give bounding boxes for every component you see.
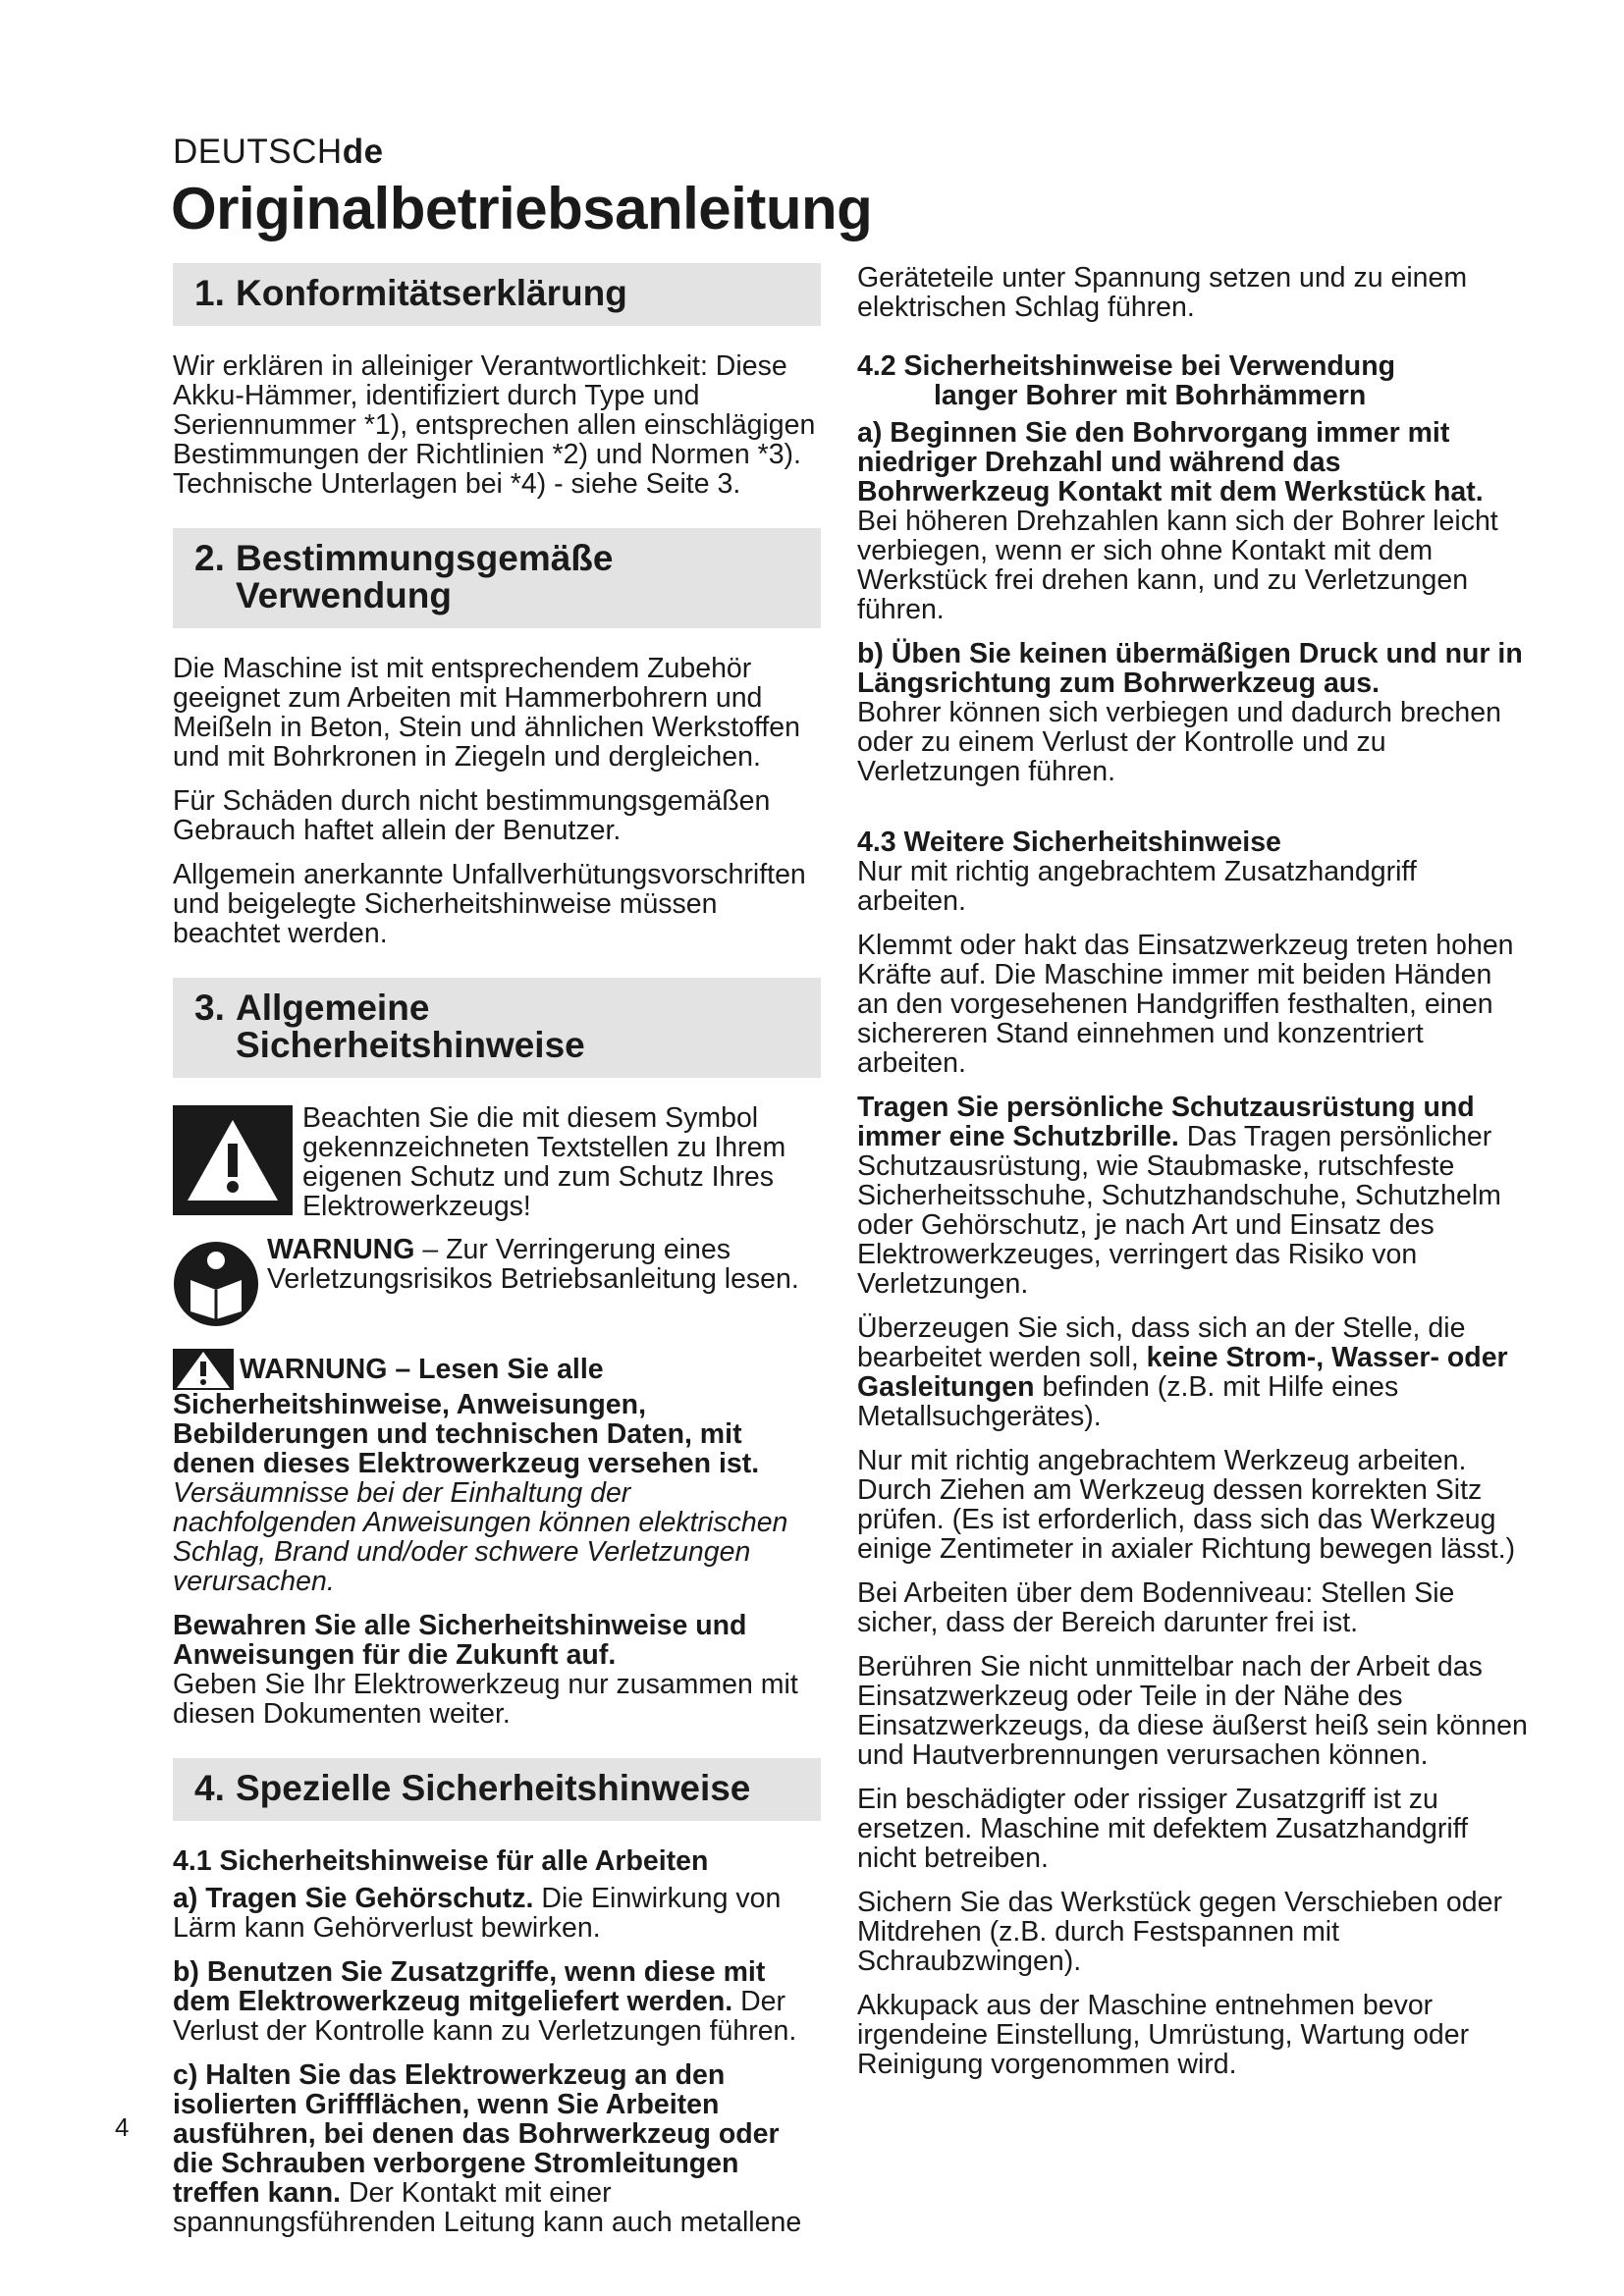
section-1-text: Wir erklären in alleiniger Verantwortlichkeit: Diese Akku-Hämmer, identifiziert durch Type und Seriennummer *1), entsprechen allen einschlägigen Bestimmungen der Richtlinien *2) und Normen *3). Technische Unterlagen bei *4) - siehe Seite 3. xyxy=(173,350,816,500)
warning-triangle-icon xyxy=(173,1105,293,1215)
subsection-4-1-heading: 4.1 Sicherheitshinweise für alle Arbeiten xyxy=(173,1845,709,1877)
section-2-text-1: Die Maschine ist mit entsprechendem Zubehör geeignet zum Arbeiten mit Hammerbohrern und Meißeln in Beton, Stein und ähnlichen Werkstoffen und mit Bohrkronen in Ziegeln und dergleichen. xyxy=(173,653,800,773)
item-4-3-text-6: Bei Arbeiten über dem Bodenniveau: Stellen Sie sicher, dass der Bereich darunter frei ist. xyxy=(857,1577,1455,1638)
section-2-heading: 2. Bestimmungsgemäße Verwendung xyxy=(173,528,821,628)
general-warning: WARNUNG – Lesen Sie alle Sicherheitshinweise, Anweisungen, Bebilderungen und technischen Daten, mit denen dieses Elektrowerkzeug versehen ist. Versäumnisse bei der Einhaltung der nachfolgenden Anweisungen können elektrischen Schlag, Brand und/oder schwere Verletzungen verursachen. xyxy=(173,1355,821,1596)
item-4-3-text-2: Klemmt oder hakt das Einsatzwerkzeug treten hohen Kräfte auf. Die Maschine immer mit beiden Händen an den vorgesehenen Handgriffen festhalten, einen sichereren Stand einnehmen und konzentriert arbeiten. xyxy=(857,930,1514,1079)
item-4-1-b: b) Benutzen Sie Zusatzgriffe, wenn diese mit dem Elektrowerkzeug mitgeliefert werden. Der Verlust der Kontrolle kann zu Verletzungen führen. xyxy=(173,1956,797,2047)
warning-symbol-row xyxy=(173,1103,821,1221)
item-4-3-text-1: Nur mit richtig angebrachtem Zusatzhandgriff arbeiten. xyxy=(857,856,1417,917)
item-4-3-text-10: Akkupack aus der Maschine entnehmen bevor irgendeine Einstellung, Umrüstung, Wartung oder Reinigung vorgenommen wird. xyxy=(857,1990,1470,2080)
read-manual-row xyxy=(173,1235,821,1327)
item-4-3-text-9: Sichern Sie das Werkstück gegen Verschieben oder Mitdrehen (z.B. durch Festspannen mit Schraubzwingen). xyxy=(857,1887,1502,1977)
section-1-heading: 1. Konformitätserklärung xyxy=(173,263,821,326)
left-column xyxy=(173,263,821,2252)
small-warning-triangle-icon xyxy=(173,1349,234,1390)
item-4-3-text-3: Tragen Sie persönliche Schutzausrüstung und immer eine Schutzbrille. Das Tragen persönlicher Schutzausrüstung, wie Staubmaske, rutschfeste Sicherheitsschuhe, Schutzhandschuhe, Schutzhelm oder Gehörschutz, je nach Art und Einsatz des Elektrowerkzeuges, verringert das Risiko von Verletzungen. xyxy=(857,1092,1501,1300)
item-4-3-text-4: Überzeugen Sie sich, dass sich an der Stelle, die bearbeitet werden soll, keine Strom-, Wasser- oder Gasleitungen befinden (z.B. mit Hilfe eines Metallsuchgerätes). xyxy=(857,1312,1508,1432)
item-4-3-text-8: Ein beschädigter oder rissiger Zusatzgriff ist zu ersetzen. Maschine mit defektem Zusatzhandgriff nicht betreiben. xyxy=(857,1784,1469,1874)
language-label: DEUTSCHde xyxy=(173,133,384,171)
item-4-1-c: c) Halten Sie das Elektrowerkzeug an den isolierten Griffflächen, wenn Sie Arbeiten ausführen, bei denen das Bohrwerkzeug oder die Schrauben verborgene Stromleitungen treffen kann. Der Kontakt mit einer spannungsführenden Leitung kann auch metallene xyxy=(173,2059,802,2238)
item-4-2-b: b) Üben Sie keinen übermäßigen Druck und nur in Längsrichtung zum Bohrwerkzeug aus. Bohrer können sich verbiegen und dadurch brechen oder zu einem Verlust der Kontrolle und zu Verletzungen führen. xyxy=(857,638,1523,787)
read-manual-text: WARNUNG – Zur Verringerung eines Verletzungsrisikos Betriebsanleitung lesen. xyxy=(267,1234,799,1295)
right-column xyxy=(857,263,1530,2094)
item-4-1-a: a) Tragen Sie Gehörschutz. Die Einwirkung von Lärm kann Gehörverlust bewirken. xyxy=(173,1883,782,1944)
section-2-text-3: Allgemein anerkannte Unfallverhütungsvorschriften und beigelegte Sicherheitshinweise müssen beachtet werden. xyxy=(173,859,806,949)
section-4-heading: 4. Spezielle Sicherheitshinweise xyxy=(173,1758,821,1821)
page-title: Originalbetriebsanleitung xyxy=(171,176,873,241)
item-4-2-a: a) Beginnen Sie den Bohrvorgang immer mit niedriger Drehzahl und während das Bohrwerkzeug Kontakt mit dem Werkstück hat. Bei höheren Drehzahlen kann sich der Bohrer leicht verbiegen, wenn er sich ohne Kontakt mit dem Werkstück frei drehen kann, und zu Verletzungen führen. xyxy=(857,417,1498,625)
section-3-heading: 3. Allgemeine Sicherheitshinweise xyxy=(173,978,821,1078)
subsection-4-2-heading: 4.2 Sicherheitshinweise bei Verwendung langer Bohrer mit Bohrhämmern xyxy=(857,350,1396,411)
item-4-3-text-5: Nur mit richtig angebrachtem Werkzeug arbeiten. Durch Ziehen am Werkzeug dessen korrekten Sitz prüfen. (Es ist erforderlich, dass sich das Werkzeug einige Zentimeter in axialer Richtung bewegen lässt.) xyxy=(857,1445,1516,1565)
item-4-3-text-7: Berühren Sie nicht unmittelbar nach der Arbeit das Einsatzwerkzeug oder Teile in der Nähe des Einsatzwerkzeugs, da diese äußerst heiß sein können und Hautverbrennungen verursachen können. xyxy=(857,1651,1528,1771)
warning-symbol-text: Beachten Sie die mit diesem Symbol gekennzeichneten Textstellen zu Ihrem eigenen Schutz und zum Schutz Ihres Elektrowerkzeugs! xyxy=(302,1102,786,1222)
read-manual-icon xyxy=(173,1241,259,1327)
section-2-text-2: Für Schäden durch nicht bestimmungsgemäßen Gebrauch haftet allein der Benutzer. xyxy=(173,785,771,846)
continued-text: Geräteteile unter Spannung setzen und zu einem elektrischen Schlag führen. xyxy=(857,262,1468,323)
subsection-4-3-heading: 4.3 Weitere Sicherheitshinweise xyxy=(857,827,1281,858)
page-number: 4 xyxy=(115,2112,130,2142)
keep-instructions: Bewahren Sie alle Sicherheitshinweise und Anweisungen für die Zukunft auf. Geben Sie Ihr Elektrowerkzeug nur zusammen mit diesen Dokumenten weiter. xyxy=(173,1610,798,1730)
